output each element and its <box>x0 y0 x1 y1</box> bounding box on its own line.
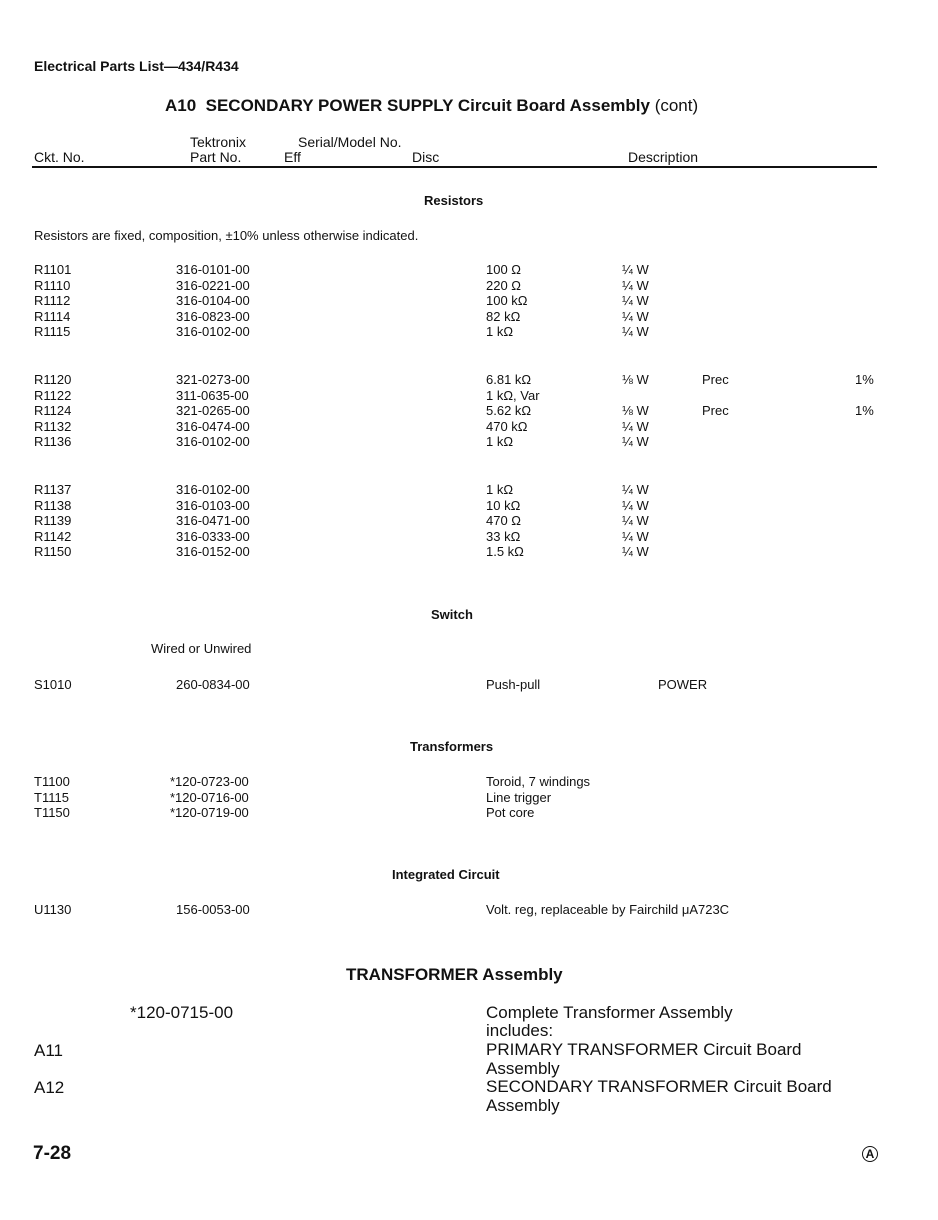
resistor-type-cell: Prec <box>702 372 729 387</box>
resistor-watt-cell: ¼ W <box>622 262 649 277</box>
header-rule <box>32 166 877 168</box>
resistor-part-cell: 321-0265-00 <box>176 403 250 419</box>
page-title <box>165 96 698 116</box>
resistor-value-cell: 6.81 kΩ <box>486 372 532 387</box>
resistor-watt-cell: ¼ W <box>622 308 649 324</box>
a11-desc-b: Assembly <box>486 1059 560 1078</box>
resistors-heading: Resistors <box>424 193 484 208</box>
resistor-watt-cell: ¼ W <box>622 277 649 293</box>
ic-part: 156-0053-00 <box>176 902 250 917</box>
col-eff: Eff <box>284 149 301 165</box>
resistor-part-cell: 316-0102-00 <box>176 324 250 340</box>
resistor-watt-cell: ¼ W <box>622 418 649 434</box>
resistor-ckt-cell: R1142 <box>34 528 72 544</box>
resistor-value-cell: 10 kΩ <box>486 497 521 513</box>
table-row: Pot core <box>486 805 535 821</box>
a11-ckt: A11 <box>34 1041 63 1060</box>
resistor-value-cell: 1.5 kΩ <box>486 544 524 560</box>
switch-part: 260-0834-00 <box>176 677 250 692</box>
resistor-value-cell: 82 kΩ <box>486 308 521 324</box>
table-row: *120-0723-00 <box>170 774 249 789</box>
resistor-part-cell: 316-0104-00 <box>176 293 250 309</box>
resistor-value-cell: 1 kΩ, Var <box>486 387 540 403</box>
a12-desc: SECONDARY TRANSFORMER Circuit Board <box>486 1077 832 1096</box>
resistor-watt-cell: ¼ W <box>622 497 649 513</box>
col-tek-line1: Tektronix <box>190 134 247 150</box>
resistor-watt-cell: ¼ W <box>622 482 649 497</box>
resistor-value-cell: 470 Ω <box>486 513 522 529</box>
resistor-value-cell: 100 Ω <box>486 262 522 277</box>
col-desc: Description <box>628 149 699 165</box>
resistor-watt-cell: ¼ W <box>622 528 649 544</box>
table-row: *120-0716-00 <box>170 789 249 805</box>
assembly-desc: Complete Transformer Assembly <box>486 1003 733 1022</box>
resistor-ckt-cell: R1101 <box>34 262 72 277</box>
resistor-ckt-cell: R1137 <box>34 482 72 497</box>
resistor-value-cell: 220 Ω <box>486 277 522 293</box>
title-main: A10 SECONDARY POWER SUPPLY Circuit Board Assembly <box>165 96 650 115</box>
resistor-ckt-cell: R1139 <box>34 513 72 529</box>
assembly-part: *120-0715-00 <box>130 1003 234 1022</box>
resistor-watt-cell: ¼ W <box>622 324 649 340</box>
resistor-part-cell: 316-0471-00 <box>176 513 250 529</box>
resistor-ckt-cell: R1138 <box>34 497 72 513</box>
switch-desc: Push-pull <box>486 677 541 692</box>
resistor-watt-cell: ¼ W <box>622 544 649 560</box>
resistor-tol-cell: 1% <box>855 372 874 387</box>
table-row: T1115 <box>34 789 69 805</box>
page-number: 7-28 <box>33 1143 72 1164</box>
ic-heading: Integrated Circuit <box>392 867 500 882</box>
resistor-part-cell: 316-0152-00 <box>176 544 250 560</box>
a12-desc-b: Assembly <box>486 1096 560 1115</box>
switch-note: Wired or Unwired <box>151 641 252 656</box>
resistor-part-cell: 316-0333-00 <box>176 528 250 544</box>
resistor-ckt-cell: R1112 <box>34 293 71 309</box>
switch-heading: Switch <box>431 607 473 622</box>
resistor-part-cell: 316-0102-00 <box>176 434 250 450</box>
resistor-part-cell: 316-0101-00 <box>176 262 250 277</box>
resistor-watt-cell: ⅛ W <box>622 403 649 419</box>
resistor-part-cell: 316-0221-00 <box>176 277 250 293</box>
resistor-value-cell: 100 kΩ <box>486 293 528 309</box>
resistor-ckt-cell: R1150 <box>34 544 72 560</box>
resistor-part-cell: 321-0273-00 <box>176 372 250 387</box>
resistor-watt-cell: ¼ W <box>622 434 649 450</box>
resistor-ckt-cell: R1122 <box>34 387 72 403</box>
resistor-value-cell: 33 kΩ <box>486 528 521 544</box>
resistor-value-cell: 5.62 kΩ <box>486 403 532 419</box>
col-tek-line2: Part No. <box>190 149 242 165</box>
col-disc: Disc <box>412 149 440 165</box>
resistor-ckt-cell: R1114 <box>34 308 71 324</box>
resistor-ckt-cell: R1136 <box>34 434 72 450</box>
table-row: *120-0719-00 <box>170 805 249 821</box>
assembly-heading: TRANSFORMER Assembly <box>346 965 563 984</box>
switch-name: POWER <box>658 677 708 692</box>
resistor-part-cell: 311-0635-00 <box>176 387 249 403</box>
col-ckt: Ckt. No. <box>34 149 85 165</box>
resistor-watt-cell: ¼ W <box>622 513 649 529</box>
resistor-part-cell: 316-0823-00 <box>176 308 250 324</box>
resistor-value-cell: 1 kΩ <box>486 482 514 497</box>
table-row: T1150 <box>34 805 70 821</box>
resistor-value-cell: 1 kΩ <box>486 324 514 340</box>
resistor-type-cell: Prec <box>702 403 729 419</box>
table-row: Line trigger <box>486 789 552 805</box>
resistor-part-cell: 316-0474-00 <box>176 418 250 434</box>
assembly-desc-b: includes: <box>486 1021 554 1040</box>
resistor-value-cell: 470 kΩ <box>486 418 528 434</box>
resistor-ckt-cell: R1115 <box>34 324 71 340</box>
publisher-mark-icon: A <box>862 1146 878 1162</box>
resistor-ckt-cell: R1110 <box>34 277 71 293</box>
resistor-watt-cell: ¼ W <box>622 293 649 309</box>
table-row: Toroid, 7 windings <box>486 774 591 789</box>
resistor-ckt-cell: R1132 <box>34 418 72 434</box>
transformers-heading: Transformers <box>410 739 494 754</box>
resistor-part-cell: 316-0103-00 <box>176 497 250 513</box>
ic-desc: Volt. reg, replaceable by Fairchild μA723C <box>486 902 730 917</box>
resistor-value-cell: 1 kΩ <box>486 434 514 450</box>
a11-desc: PRIMARY TRANSFORMER Circuit Board <box>486 1040 802 1059</box>
resistors-note: Resistors are fixed, composition, ±10% unless otherwise indicated. <box>34 228 419 243</box>
resistor-tol-cell: 1% <box>855 403 874 419</box>
resistor-watt-cell: ⅛ W <box>622 372 649 387</box>
ic-ckt: U1130 <box>34 902 72 917</box>
a12-ckt: A12 <box>34 1078 65 1097</box>
title-cont: (cont) <box>654 96 699 115</box>
resistor-ckt-cell: R1124 <box>34 403 72 419</box>
table-row: T1100 <box>34 774 70 789</box>
switch-ckt: S1010 <box>34 677 72 692</box>
col-serial: Serial/Model No. <box>298 134 402 150</box>
resistor-ckt-cell: R1120 <box>34 372 72 387</box>
resistor-part-cell: 316-0102-00 <box>176 482 250 497</box>
page-header: Electrical Parts List—434/R434 <box>34 58 239 74</box>
